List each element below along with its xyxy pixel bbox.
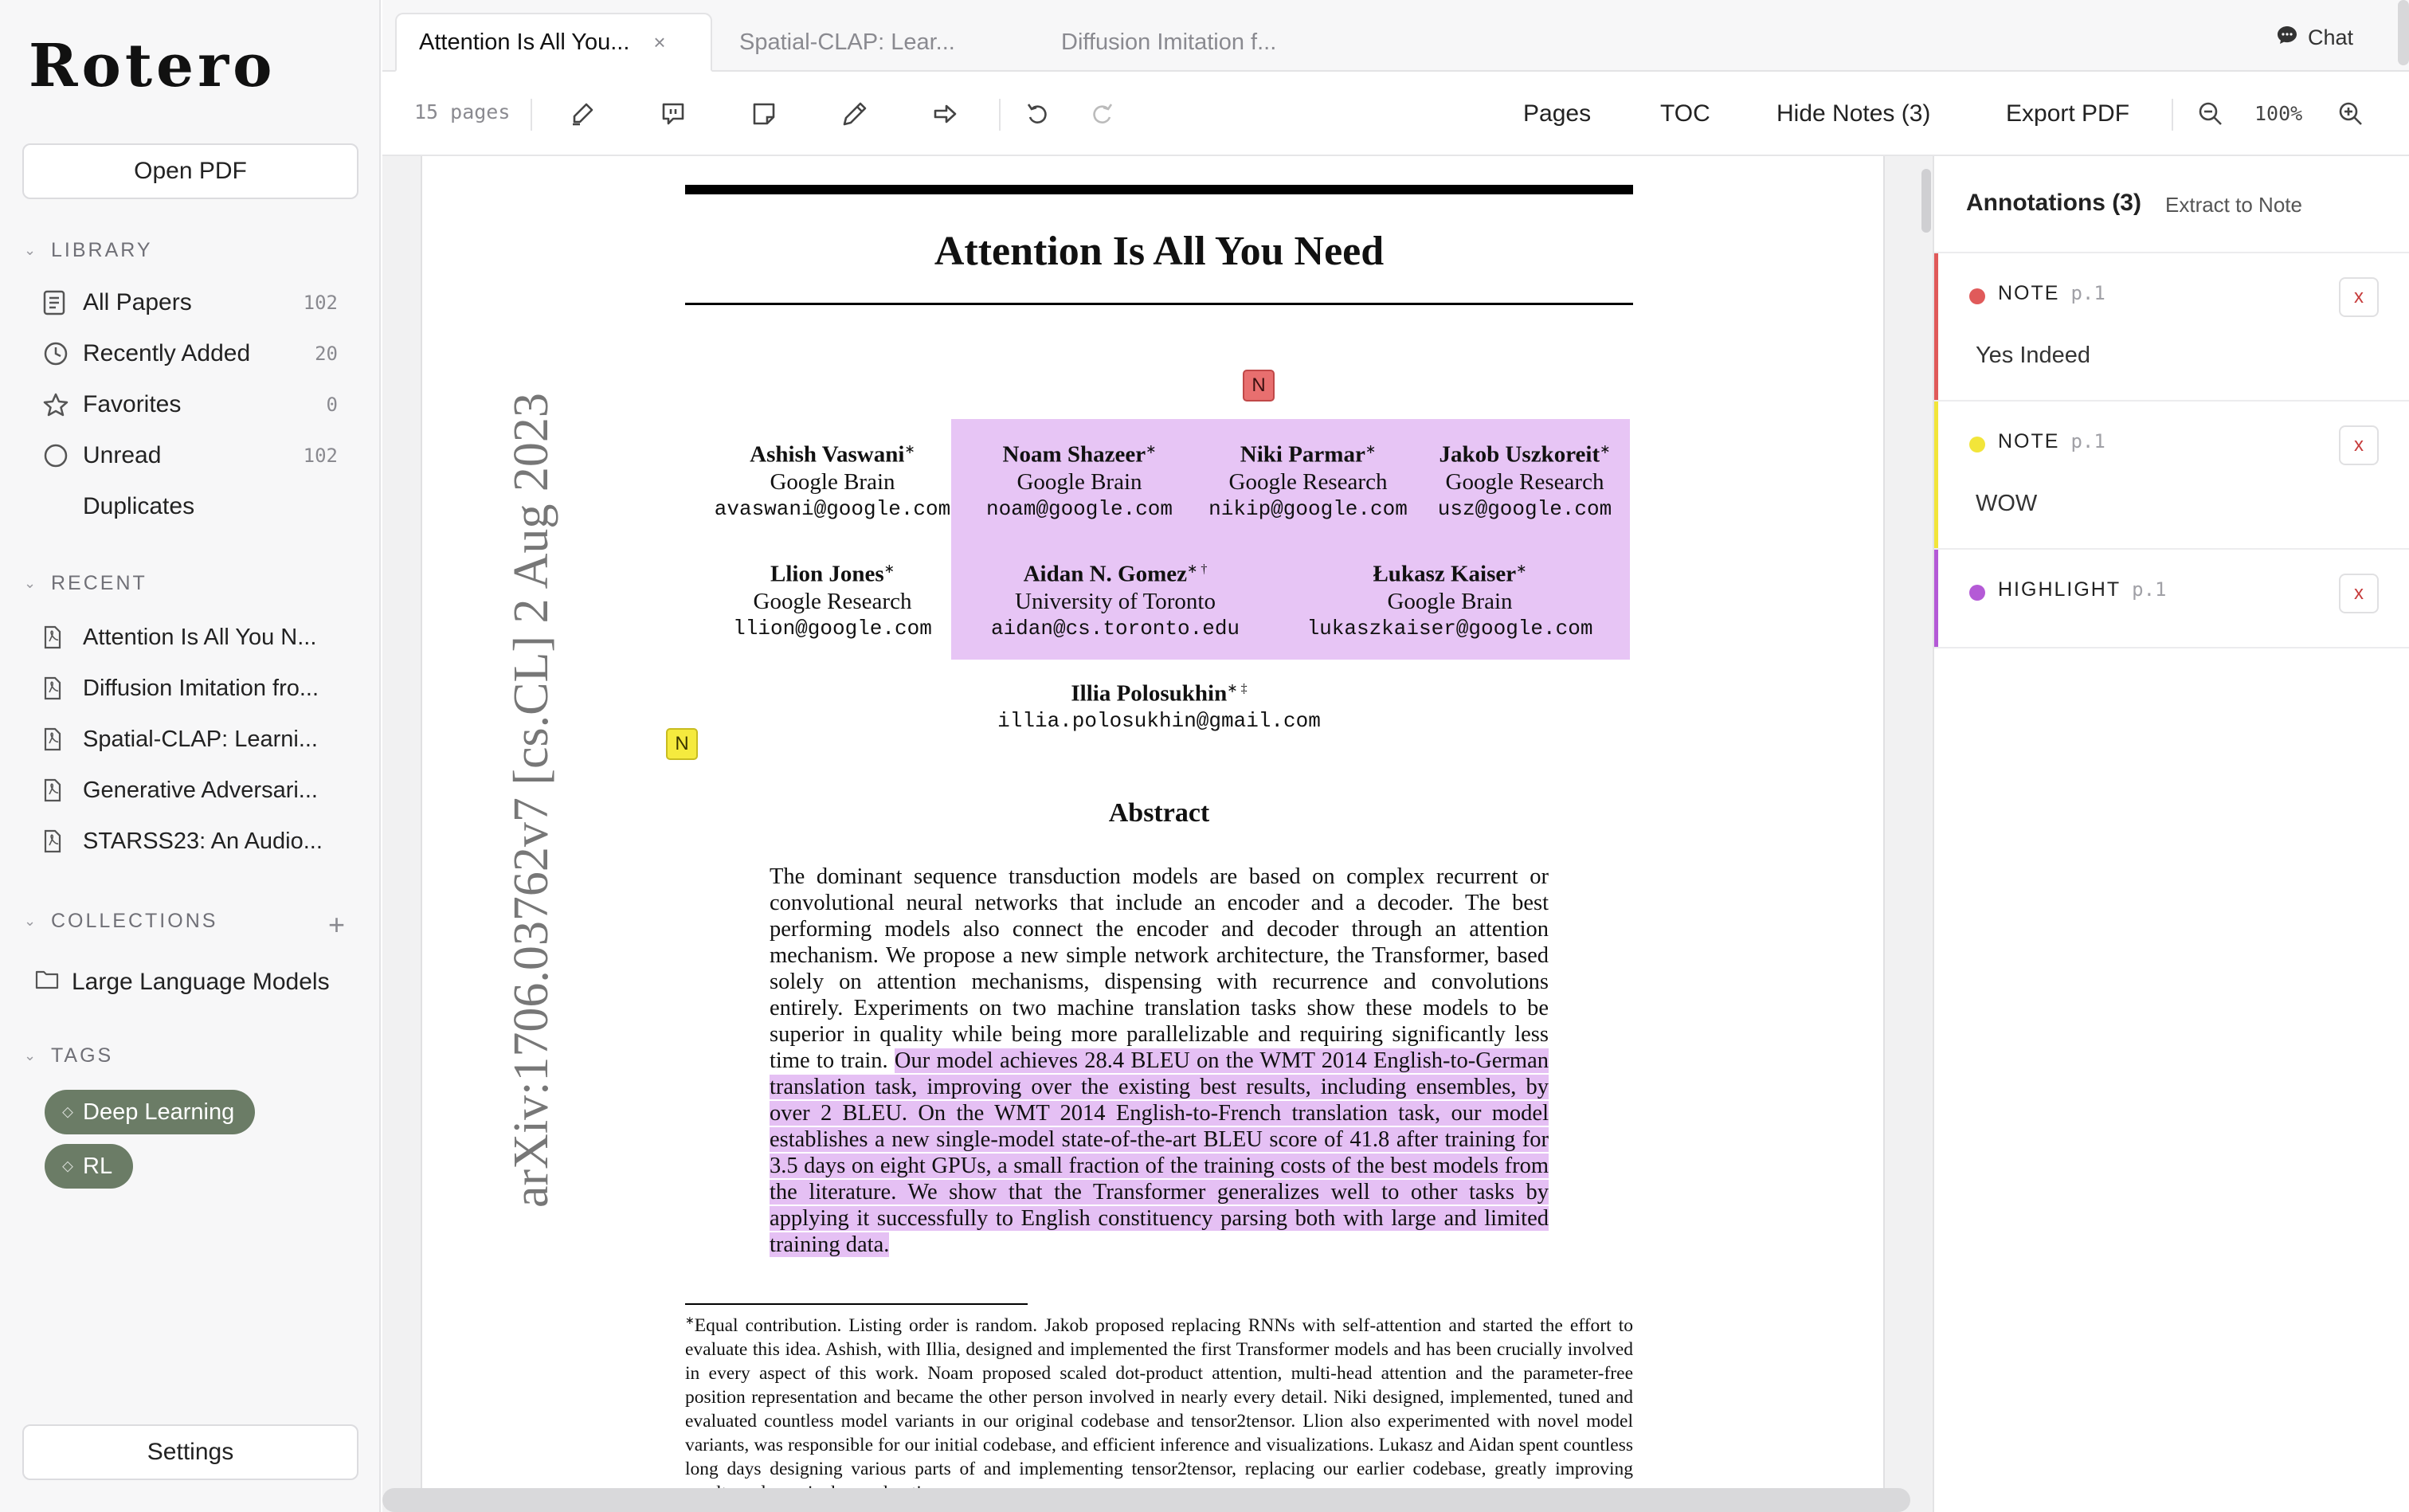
author-name: Ashish Vaswani bbox=[750, 441, 905, 468]
recent-item-label: STARSS23: An Audio... bbox=[83, 828, 323, 854]
recent-heading: RECENT bbox=[51, 572, 147, 594]
annotation-card[interactable] bbox=[1934, 550, 2409, 648]
recent-item[interactable] bbox=[43, 666, 338, 711]
author-email: avaswani@google.com bbox=[714, 496, 951, 521]
annotation-color-bar bbox=[1934, 253, 1938, 400]
sidebar-item-count: 0 bbox=[326, 394, 338, 416]
recent-item[interactable] bbox=[43, 615, 338, 660]
tag-label: RL bbox=[83, 1153, 113, 1179]
annotation-note-text[interactable]: Yes Indeed bbox=[1976, 343, 2091, 368]
pdf-page[interactable] bbox=[421, 156, 1885, 1512]
circle-icon bbox=[43, 443, 75, 468]
hide-notes-button[interactable]: Hide Notes (3) bbox=[1776, 100, 1931, 127]
annotation-card[interactable] bbox=[1934, 253, 2409, 402]
author-affiliation: Google Brain bbox=[1016, 468, 1142, 495]
page-count: 15 pages bbox=[414, 100, 511, 123]
toolbar bbox=[382, 72, 2409, 156]
pdf-file-icon bbox=[43, 625, 75, 650]
app-logo: Rotero bbox=[29, 32, 276, 100]
author-name: Łukasz Kaiser bbox=[1373, 561, 1517, 587]
folder-icon bbox=[35, 969, 59, 996]
sidebar-item-label: All Papers bbox=[83, 289, 192, 315]
annotation-page: p.1 bbox=[2070, 282, 2105, 304]
tab-bar bbox=[382, 0, 2409, 72]
annotations-panel bbox=[1933, 156, 2409, 1512]
redo-icon[interactable] bbox=[1083, 96, 1120, 132]
zoom-level: 100% bbox=[2254, 102, 2303, 125]
chevron-down-icon: ⌄ bbox=[24, 242, 39, 258]
abstract-text: The dominant sequence transduction models are based on complex recurrent or convolutional neural networks that include an encoder and a decoder. The best performing models also connect the encoder and decoder through an attention mechanism. We propose a new simple network architecture, the Transformer, based solely on attention mechanisms, dispensing with recurrence and convolutions entirely. Experiments on two machine translation tasks show these models to be superior in quality while being more parallelizable and requiring significantly less time to train. bbox=[770, 864, 1549, 1073]
recent-item-label: Attention Is All You N... bbox=[83, 624, 317, 650]
author-affiliation: Google Research bbox=[753, 588, 912, 614]
footnote: ∗Equal contribution. Listing order is random. Jakob proposed replacing RNNs with self-attention and started the effort to evaluate this idea. Ashish, with Illia, designed and implemented the first Transformer models and has been crucially involved in every aspect of this work. Noam proposed scaled dot-product attention, multi-head attention and the parameter-free position representation and became the other person involved in nearly every detail. Niki designed, implemented, tuned and evaluated countless model variants in our original codebase and tensor2tensor. Llion also experimented with novel model variants, was responsible for our initial codebase, and efficient inference and visualizations. Lukasz and Aidan spent countless long days designing various parts of and implementing tensor2tensor, replacing our earlier codebase, greatly improving bbox=[685, 1310, 1633, 1505]
chevron-down-icon: ⌄ bbox=[24, 575, 39, 591]
recent-section-header[interactable] bbox=[24, 572, 147, 595]
recent-item[interactable] bbox=[43, 717, 338, 762]
abstract-body[interactable] bbox=[770, 864, 1549, 1258]
note-marker[interactable]: N bbox=[1243, 370, 1275, 402]
sidebar-item-recently-added[interactable] bbox=[43, 331, 338, 376]
sidebar-item-count: 102 bbox=[303, 445, 338, 467]
author-email: aidan@cs.toronto.edu bbox=[990, 616, 1240, 640]
star-icon bbox=[43, 392, 75, 417]
undo-icon[interactable] bbox=[1020, 96, 1056, 132]
author-email: nikip@google.com bbox=[1208, 496, 1408, 521]
tag-chip[interactable] bbox=[45, 1090, 255, 1134]
recent-item-label: Diffusion Imitation fro... bbox=[83, 675, 319, 701]
pdf-viewer[interactable] bbox=[382, 156, 1933, 1512]
title-rule bbox=[685, 185, 1633, 194]
sidebar-item-label: Duplicates bbox=[83, 493, 195, 519]
comment-icon[interactable] bbox=[655, 96, 691, 132]
author-block: Llion Jones∗ Google Research llion@google.com bbox=[725, 556, 940, 642]
author-affiliation: Google Research bbox=[1445, 468, 1604, 495]
annotations-header bbox=[1934, 156, 2409, 253]
sidebar-item-count: 20 bbox=[315, 343, 338, 365]
abstract-highlight[interactable]: Our model achieves 28.4 BLEU on the WMT 2014 English-to-German translation task, improving over the existing best results, including ensembles, by over 2 BLEU. On the WMT 2014 English-to-French translation task, our model establishes a new single-model state-of-the-art BLEU score of 41.8 after training for 3.5 days on eight GPUs, a small fraction of the training costs of the best models from the literature. We show that the Transformer generalizes well to other tasks by applying it successfully to English constituency parsing both with large and limited training data. bbox=[770, 1048, 1549, 1257]
annotation-color-dot bbox=[1969, 585, 1985, 601]
horizontal-scrollbar[interactable] bbox=[382, 1488, 1910, 1512]
toolbar-divider bbox=[531, 99, 532, 131]
recent-item[interactable] bbox=[43, 768, 338, 813]
note-marker[interactable]: N bbox=[666, 728, 698, 760]
settings-button[interactable]: Settings bbox=[22, 1424, 358, 1480]
annotations-title: Annotations (3) bbox=[1966, 190, 2141, 216]
extract-to-note-button[interactable]: Extract to Note bbox=[2165, 193, 2302, 217]
annotation-page: p.1 bbox=[2132, 578, 2167, 601]
annotation-type: NOTE p.1 bbox=[1998, 430, 2105, 452]
chat-label: Chat bbox=[2307, 25, 2353, 49]
tab-label: Diffusion Imitation f... bbox=[1061, 29, 1277, 55]
tag-icon: ⬦ bbox=[62, 1157, 73, 1175]
author-name: Aidan N. Gomez bbox=[1023, 561, 1187, 587]
collections-section-header[interactable] bbox=[24, 910, 217, 933]
pdf-file-icon bbox=[43, 778, 75, 803]
author-block: Noam Shazeer∗ Google Brain noam@google.com bbox=[964, 437, 1195, 523]
author-email: lukaszkaiser@google.com bbox=[1306, 616, 1593, 640]
collection-item[interactable] bbox=[35, 960, 330, 1005]
sidebar-item-count: 102 bbox=[303, 292, 338, 314]
author-name: Noam Shazeer bbox=[1002, 441, 1146, 468]
title-rule bbox=[685, 303, 1633, 305]
tag-icon: ⬦ bbox=[62, 1103, 73, 1121]
library-heading: LIBRARY bbox=[51, 239, 153, 261]
pdf-file-icon bbox=[43, 828, 75, 854]
toolbar-divider bbox=[999, 99, 1001, 131]
collection-label: Large Language Models bbox=[72, 969, 330, 995]
arxiv-stamp: arXiv:1706.03762v7 [cs.CL] 2 Aug 2023 bbox=[504, 393, 558, 1208]
pencil-draw-icon[interactable] bbox=[836, 96, 873, 132]
vertical-scrollbar[interactable] bbox=[1921, 169, 1931, 233]
author-block: Ashish Vaswani∗ Google Brain avaswani@google.com bbox=[701, 437, 964, 523]
scrollbar[interactable] bbox=[2398, 0, 2409, 65]
collections-heading: COLLECTIONS bbox=[51, 910, 218, 932]
chat-button[interactable] bbox=[2276, 24, 2353, 52]
annotation-color-dot bbox=[1969, 288, 1985, 304]
pdf-file-icon bbox=[43, 676, 75, 701]
export-pdf-button[interactable]: Export PDF bbox=[2006, 100, 2130, 127]
tab-spatial-clap[interactable] bbox=[717, 13, 977, 72]
paper-title: Attention Is All You Need bbox=[934, 229, 1385, 274]
tag-label: Deep Learning bbox=[83, 1099, 235, 1125]
footnote-rule bbox=[685, 1303, 1028, 1305]
author-email: llion@google.com bbox=[733, 616, 932, 640]
tab-label: Attention Is All You... bbox=[419, 29, 630, 55]
sticky-note-icon[interactable] bbox=[746, 96, 782, 132]
sidebar-item-label: Unread bbox=[83, 442, 162, 468]
recent-item-label: Spatial-CLAP: Learni... bbox=[83, 726, 318, 752]
author-name: Illia Polosukhin bbox=[1071, 680, 1228, 707]
chevron-down-icon: ⌄ bbox=[24, 1048, 39, 1063]
author-name: Llion Jones bbox=[770, 561, 884, 587]
open-pdf-button[interactable]: Open PDF bbox=[22, 143, 358, 199]
author-block: Niki Parmar∗ Google Research nikip@google.com bbox=[1197, 437, 1420, 523]
tag-chip[interactable] bbox=[45, 1144, 133, 1189]
tab-attention[interactable] bbox=[395, 13, 712, 72]
sidebar-item-all-papers[interactable] bbox=[43, 280, 338, 325]
chevron-down-icon: ⌄ bbox=[24, 913, 39, 929]
close-icon[interactable]: × bbox=[653, 29, 666, 54]
annotation-color-bar bbox=[1934, 550, 1938, 647]
zoom-in-icon[interactable] bbox=[2333, 96, 2369, 132]
author-block: Aidan N. Gomez∗ † University of Toronto aidan@cs.toronto.edu bbox=[980, 556, 1251, 642]
pdf-file-icon bbox=[43, 727, 75, 752]
author-affiliation: University of Toronto bbox=[1015, 588, 1216, 614]
annotation-page: p.1 bbox=[2070, 430, 2105, 452]
sidebar-item-unread[interactable] bbox=[43, 433, 338, 478]
author-email: usz@google.com bbox=[1437, 496, 1612, 521]
annotation-type: HIGHLIGHT p.1 bbox=[1998, 578, 2167, 601]
toc-button[interactable]: TOC bbox=[1660, 100, 1710, 127]
tags-section-header[interactable] bbox=[24, 1044, 113, 1067]
zoom-out-icon[interactable] bbox=[2192, 96, 2229, 132]
toolbar-divider bbox=[2172, 99, 2173, 131]
arrow-right-icon[interactable] bbox=[927, 96, 964, 132]
sidebar-item-duplicates[interactable] bbox=[43, 484, 338, 529]
papers-icon bbox=[43, 290, 75, 315]
author-email: noam@google.com bbox=[985, 496, 1173, 521]
author-block: Jakob Uszkoreit∗ Google Research usz@google.com bbox=[1421, 437, 1628, 523]
author-block: Illia Polosukhin∗ ‡ illia.polosukhin@gmail.com bbox=[996, 676, 1322, 734]
pages-button[interactable]: Pages bbox=[1523, 100, 1592, 127]
remove-annotation-button[interactable]: x bbox=[2339, 574, 2379, 613]
footnote-text: Equal contribution. Listing order is random. Jakob proposed replacing RNNs with self-attention and started the effort to evaluate this idea. Ashish, with Illia, designed and implemented the first Transformer models and has been crucially involved in every aspect of this work. Noam proposed scaled dot-product attention, multi-head attention and the parameter-free position representation and became the other person involved in nearly every detail. Niki designed, implemented, tuned and evaluated countless model variants in our original codebase and tensor2tensor. Llion also experimented with novel model variants, was responsible for our initial codebase, and efficient inference and visualizations. Lukasz and Aidan spent countless long days designing various parts of and implementing tensor2tensor, replacing our earlier codebase, greatly improving bbox=[685, 1314, 1633, 1479]
clock-icon bbox=[43, 341, 75, 366]
tags-heading: TAGS bbox=[51, 1044, 114, 1067]
annotation-color-dot bbox=[1969, 437, 1985, 452]
abstract-heading: Abstract bbox=[1108, 798, 1210, 828]
author-affiliation: Google Research bbox=[1228, 468, 1388, 495]
author-affiliation: Google Brain bbox=[770, 468, 895, 495]
author-name: Jakob Uszkoreit bbox=[1439, 441, 1600, 468]
sidebar-item-label: Favorites bbox=[83, 391, 182, 417]
annotation-color-bar bbox=[1934, 402, 1938, 548]
recent-item-label: Generative Adversari... bbox=[83, 777, 318, 803]
remove-annotation-button[interactable]: x bbox=[2339, 277, 2379, 317]
highlight-pen-icon[interactable] bbox=[564, 96, 601, 132]
sidebar-item-label: Recently Added bbox=[83, 340, 251, 366]
author-affiliation: Google Brain bbox=[1387, 588, 1513, 614]
annotation-type: NOTE p.1 bbox=[1998, 282, 2105, 304]
tab-label: Spatial-CLAP: Lear... bbox=[739, 29, 955, 55]
recent-item[interactable] bbox=[43, 819, 338, 864]
author-name: Niki Parmar bbox=[1240, 441, 1365, 468]
annotation-note-text[interactable]: WOW bbox=[1976, 491, 2038, 516]
author-email: illia.polosukhin@gmail.com bbox=[997, 708, 1321, 733]
library-section-header[interactable] bbox=[24, 239, 153, 262]
sidebar bbox=[0, 0, 381, 1512]
sidebar-item-favorites[interactable] bbox=[43, 382, 338, 427]
remove-annotation-button[interactable]: x bbox=[2339, 425, 2379, 465]
chat-bubble-icon bbox=[2276, 24, 2298, 52]
author-block: Łukasz Kaiser∗ Google Brain lukaszkaiser@google.com bbox=[1283, 556, 1617, 642]
add-collection-icon[interactable]: + bbox=[328, 908, 346, 941]
tab-diffusion-imitation[interactable] bbox=[1039, 13, 1299, 72]
annotation-card[interactable] bbox=[1934, 402, 2409, 550]
